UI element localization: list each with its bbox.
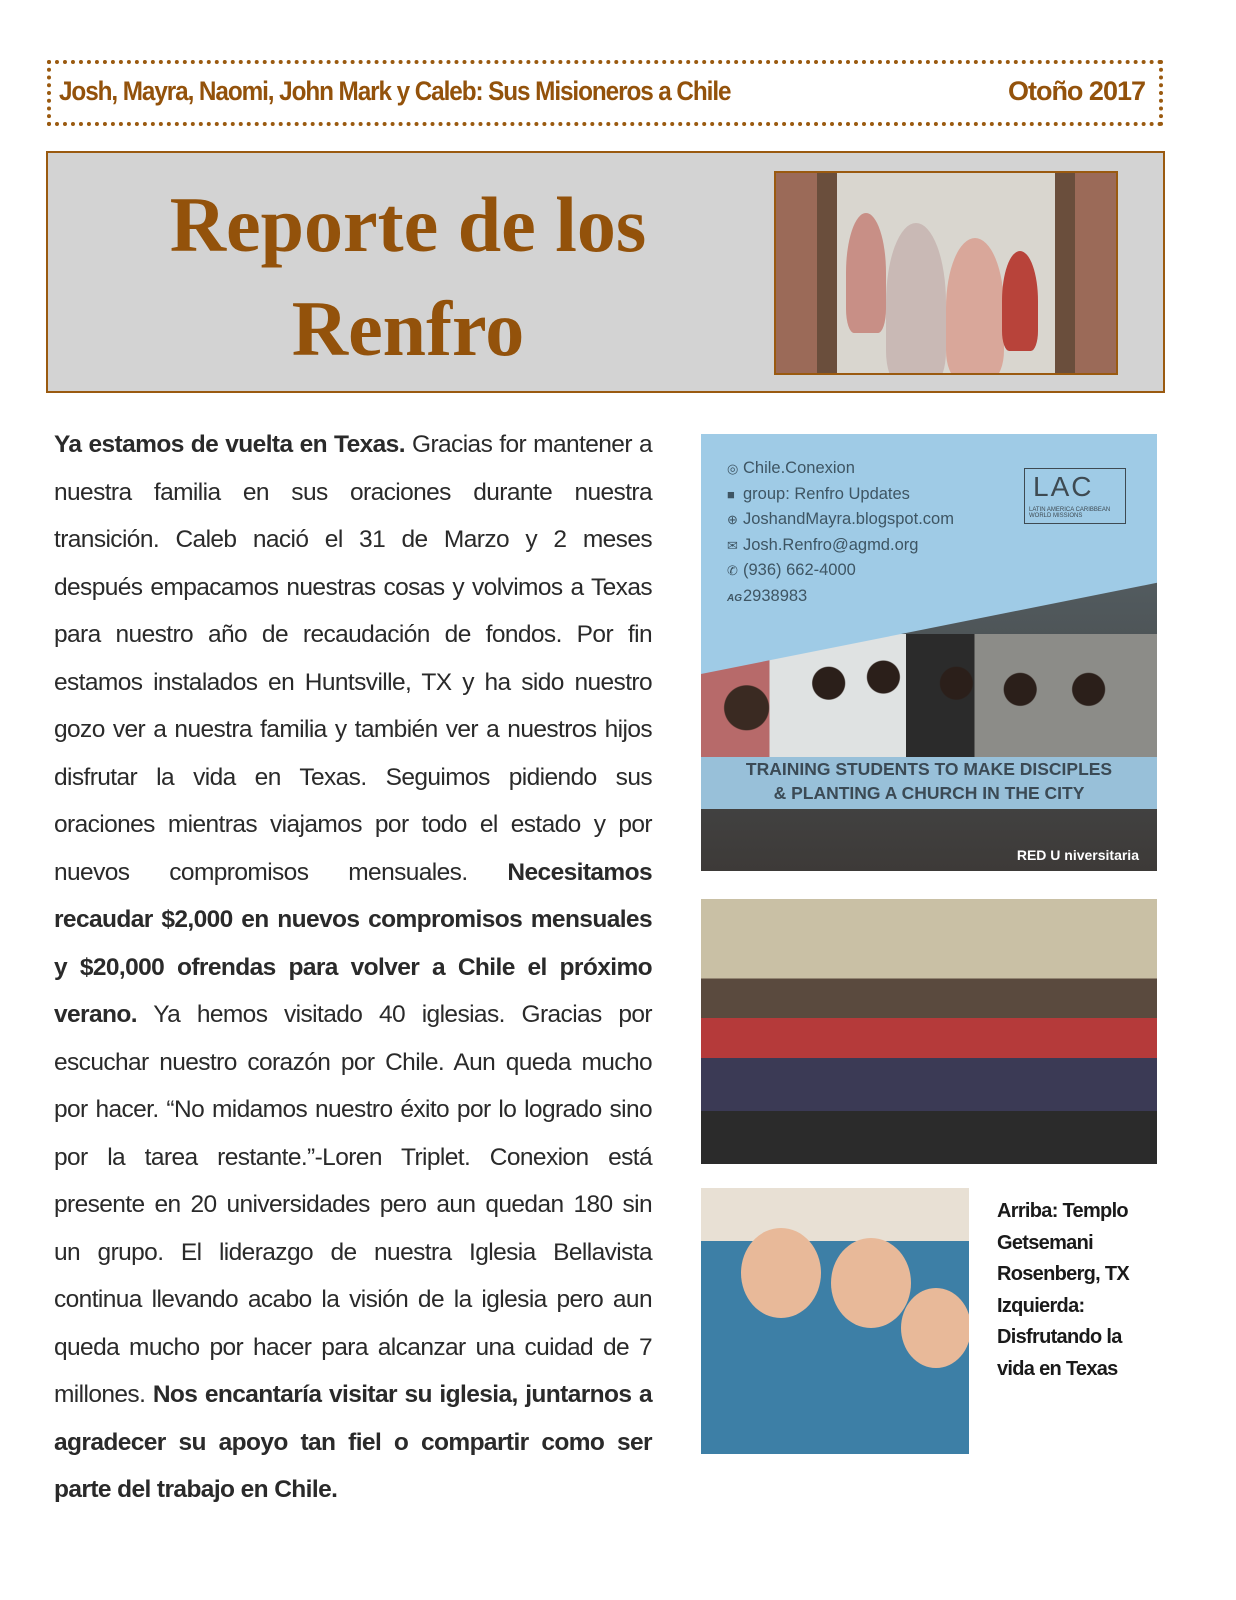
instagram-icon: ◎ xyxy=(727,461,739,476)
contact-text: Chile.Conexion xyxy=(743,459,855,477)
contact-text: JoshandMayra.blogspot.com xyxy=(743,510,954,529)
contact-item xyxy=(727,456,954,482)
mail-icon: ✉ xyxy=(727,537,738,553)
contact-item xyxy=(727,482,954,508)
contact-item xyxy=(727,533,954,559)
caption-line: Rosenberg, TX xyxy=(997,1263,1130,1285)
church-group-photo xyxy=(701,899,1157,1164)
photo-caption xyxy=(997,1196,1129,1385)
tagline-line-2: & PLANTING A CHURCH IN THE CITY xyxy=(773,783,1085,803)
caption-line: Izquierda: xyxy=(997,1294,1085,1317)
red-universitaria-logo: RED U niversitaria xyxy=(1016,847,1139,863)
logo-title: LAC xyxy=(1033,471,1094,502)
title-line-2: Renfro xyxy=(291,285,525,372)
tagline-line-1: TRAINING STUDENTS TO MAKE DISCIPLES xyxy=(745,759,1113,779)
title-banner xyxy=(46,151,1165,393)
ag-icon: AG xyxy=(727,592,742,604)
caption-line: Disfrutando la xyxy=(997,1326,1122,1348)
caption-line: Getsemani xyxy=(997,1231,1093,1254)
phone-icon: ✆ xyxy=(727,563,738,579)
closing-invitation: Nos encantaría visitar su iglesia, juntarnos a agradecer su apoyo tan fiel o compartir como ser parte del trabajo en Chile. xyxy=(54,1381,653,1503)
facebook-icon: ■ xyxy=(727,486,735,502)
contact-text: Josh.Renfro@agmd.org xyxy=(743,535,919,554)
caption-line: vida en Texas xyxy=(997,1357,1118,1380)
caption-line: Arriba: Templo xyxy=(997,1200,1128,1222)
logo-subtitle: LATIN AMERICA CARIBBEAN WORLD MISSIONS xyxy=(1029,507,1111,519)
contact-list xyxy=(727,456,954,612)
body-text: Gracias for mantener a nuestra familia en sus oraciones durante nuestra transición. Caleb nació el 31 de Marzo y 2 meses después empacamos nuestras cosas y volvimos a Texas para nuestro año de recaudación de fondos. Por fin estamos instalados en Huntsville, TX y ha sido nuestro gozo ver a nuestra familia y también ver a nuestros hijos disfrutar la vida en Texas. Seguimos pidiendo sus oraciones mientras viajamos por todo el estado y por nuevos compromisos mensuales. xyxy=(54,431,653,886)
page-title xyxy=(88,173,728,381)
title-line-1: Reporte de los xyxy=(169,181,647,268)
masthead-season: Otoño 2017 xyxy=(1007,76,1145,106)
masthead-names: Josh, Mayra, Naomi, John Mark y Caleb: Sus Misioneros a Chile xyxy=(59,76,731,106)
contact-item xyxy=(727,507,954,533)
family-photo xyxy=(774,171,1118,375)
lac-logo xyxy=(1024,468,1126,524)
globe-icon: ⊕ xyxy=(727,512,738,528)
contact-text: (936) 662-4000 xyxy=(743,561,856,580)
contact-text: group: Renfro Updates xyxy=(743,484,910,503)
lead-sentence: Ya estamos de vuelta en Texas. xyxy=(54,431,405,458)
body-text: Ya hemos visitado 40 iglesias. Gracias por escuchar nuestro corazón por Chile. Aun queda mucho por hacer. “No midamos nuestro éxito por lo logrado sino por la tarea restante.”-Loren Triplet. Conexion está presente en 20 universidades pero aun quedan 180 sin un grupo. El liderazgo de nuestra Iglesia Bellavista continua llevando acabo la visión de la iglesia pero aun queda mucho por hacer para alcanzar una cuidad de 7 millones. xyxy=(54,1001,652,1408)
ministry-info-card xyxy=(701,434,1157,871)
fundraising-goal: Necesitamos recaudar $2,000 en nuevos compromisos mensuales y $20,000 ofrendas para volver a Chile el próximo verano. xyxy=(54,858,652,1028)
contact-item xyxy=(727,558,954,584)
contact-text: 2938983 xyxy=(743,586,808,605)
masthead-bar xyxy=(47,60,1163,126)
contact-item xyxy=(727,584,954,612)
kids-photo xyxy=(701,1188,969,1454)
article-body xyxy=(54,421,652,1514)
tagline xyxy=(701,757,1157,809)
